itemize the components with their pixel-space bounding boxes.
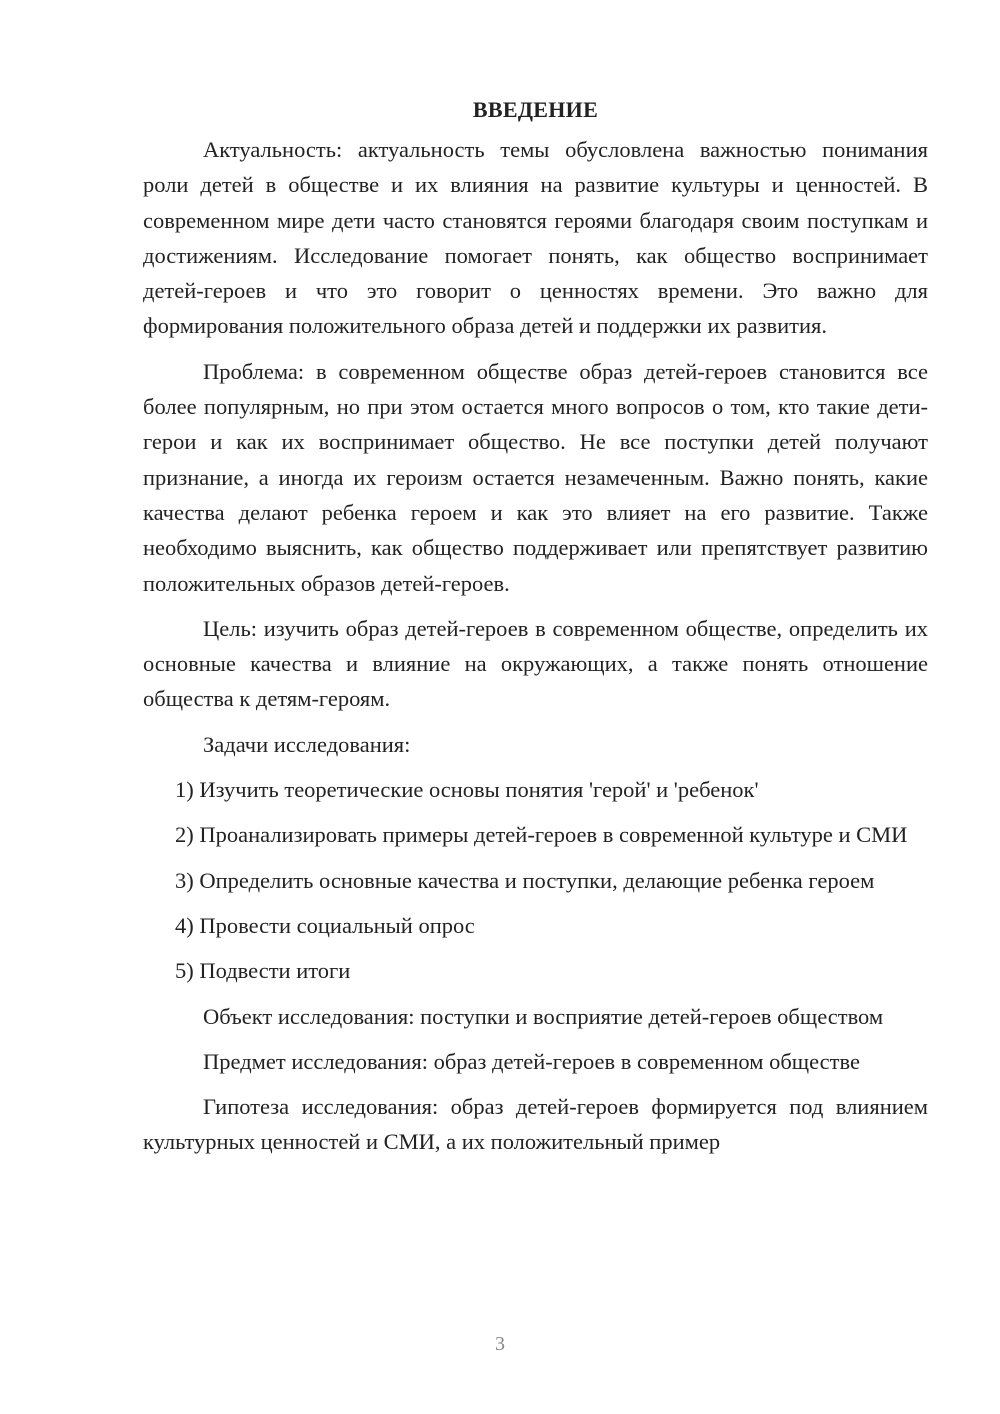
paragraph-hypothesis: Гипотеза исследования: образ детей-героев формируется под влиянием культурных ценностей и СМИ, а их положительный пример [143,1094,928,1155]
paragraph-subject: Предмет исследования: образ детей-героев в современном обществе [203,1048,860,1074]
document-page [143,92,928,1160]
page-number: 3 [495,1333,505,1355]
task-item-2: 2) Проанализировать примеры детей-героев в современной культуре и СМИ [175,822,908,848]
task-item-5: 5) Подвести итоги [175,958,351,984]
paragraph-goal: Цель: изучить образ детей-героев в современном обществе, определить их основные качества и влияние на окружающих, а также понять отношение общества к детям-героям. [143,615,928,712]
section-title: ВВЕДЕНИЕ [472,97,599,122]
tasks-heading: Задачи исследования: [203,731,411,757]
paragraph-actuality: Актуальность: актуальность темы обусловлена важностью понимания роли детей в обществе и их влияния на развитие культуры и ценностей. В современном мире дети часто становятся героями благодаря своим поступкам и достижениям. Исследование помогает понять, как общество воспринимает детей-героев и что это говорит о ценностях времени. Это важно для формирования положительного образа детей и поддержки их развития. [143,137,928,339]
task-item-3: 3) Определить основные качества и поступки, делающие ребенка героем [175,867,875,893]
paragraph-object: Объект исследования: поступки и восприятие детей-героев обществом [203,1003,884,1029]
paragraph-problem: Проблема: в современном обществе образ детей-героев становится все более популярным, но при этом остается много вопросов о том, кто такие дети-герои и как их воспринимает общество. Не все поступки детей получают признание, а иногда их героизм остается незамеченным. Важно понять, какие качества делают ребенка героем и как это влияет на его развитие. Также необходимо выяснить, как общество поддерживает или препятствует развитию положительных образов детей-героев. [143,358,928,596]
task-item-1: 1) Изучить теоретические основы понятия 'герой' и 'ребенок' [175,777,759,803]
task-item-4: 4) Провести социальный опрос [175,912,475,938]
